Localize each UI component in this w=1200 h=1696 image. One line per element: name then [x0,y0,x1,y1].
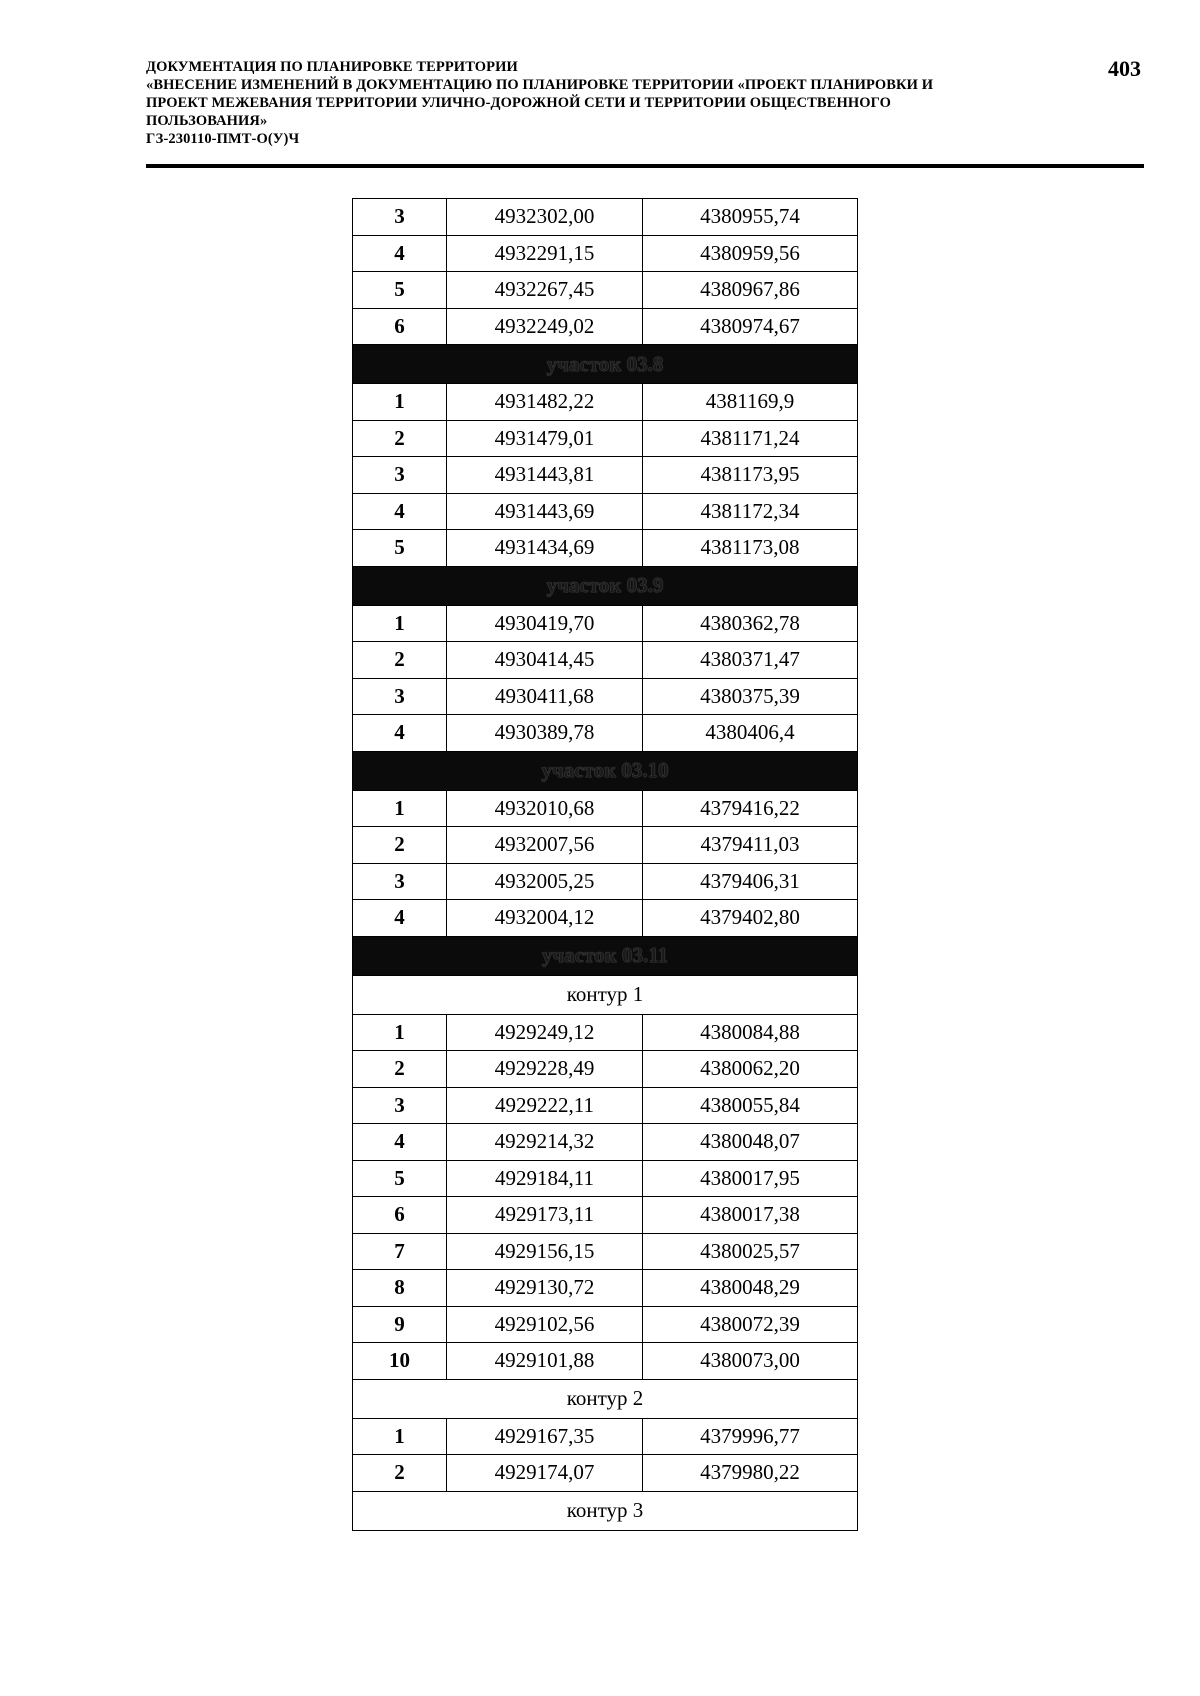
table-row [353,790,858,827]
coordinate-y-cell: 4380959,56 [643,235,858,272]
coordinate-y-cell: 4379996,77 [643,1418,858,1455]
coordinate-x-cell: 4930389,78 [447,715,643,752]
point-number-cell: 2 [353,1455,447,1492]
table-row [353,827,858,864]
coordinate-y-cell: 4380048,07 [643,1124,858,1161]
coordinate-y-cell: 4381172,34 [643,493,858,530]
point-number-cell: 2 [353,1051,447,1088]
page-number: 403 [1108,56,1141,81]
section-label: участок 03.11 [353,936,858,975]
coordinate-x-cell: 4932004,12 [447,900,643,937]
coordinate-x-cell: 4929228,49 [447,1051,643,1088]
section-header-row [353,936,858,975]
table-row [353,900,858,937]
table-row [353,420,858,457]
document-header [146,58,1026,148]
coordinate-y-cell: 4380974,67 [643,308,858,345]
table-row [353,1270,858,1307]
section-header-row [353,566,858,605]
contour-label: контур 2 [353,1379,858,1418]
coordinate-y-cell: 4380375,39 [643,678,858,715]
table-row [353,1455,858,1492]
table-row [353,1418,858,1455]
point-number-cell: 4 [353,900,447,937]
coordinate-x-cell: 4929173,11 [447,1197,643,1234]
table-row [353,1306,858,1343]
coordinate-y-cell: 4381171,24 [643,420,858,457]
table-row [353,1014,858,1051]
coordinate-x-cell: 4930411,68 [447,678,643,715]
table-row [353,199,858,236]
point-number-cell: 1 [353,1014,447,1051]
coordinate-x-cell: 4929214,32 [447,1124,643,1161]
coordinate-y-cell: 4380073,00 [643,1343,858,1380]
coordinate-y-cell: 4379416,22 [643,790,858,827]
coordinate-x-cell: 4929130,72 [447,1270,643,1307]
document-code: ГЗ-230110-ПМТ-О(У)Ч [146,131,300,147]
header-line: ПРОЕКТ МЕЖЕВАНИЯ ТЕРРИТОРИИ УЛИЧНО-ДОРОЖНОЙ СЕТИ И ТЕРРИТОРИИ ОБЩЕСТВЕННОГО [146,95,891,111]
table-row [353,605,858,642]
table-row [353,1343,858,1380]
table-row [353,308,858,345]
point-number-cell: 2 [353,642,447,679]
coordinate-x-cell: 4929167,35 [447,1418,643,1455]
coordinate-x-cell: 4929174,07 [447,1455,643,1492]
coordinate-x-cell: 4929102,56 [447,1306,643,1343]
coordinate-x-cell: 4931479,01 [447,420,643,457]
header-line: ПОЛЬЗОВАНИЯ» [146,113,268,129]
point-number-cell: 4 [353,235,447,272]
point-number-cell: 3 [353,863,447,900]
point-number-cell: 4 [353,493,447,530]
coordinate-x-cell: 4929249,12 [447,1014,643,1051]
coordinate-x-cell: 4929156,15 [447,1233,643,1270]
point-number-cell: 2 [353,827,447,864]
coordinate-y-cell: 4380017,95 [643,1160,858,1197]
point-number-cell: 3 [353,678,447,715]
coordinate-x-cell: 4932007,56 [447,827,643,864]
coordinate-x-cell: 4932005,25 [447,863,643,900]
table-row [353,642,858,679]
table-row [353,457,858,494]
contour-label: контур 1 [353,975,858,1014]
point-number-cell: 10 [353,1343,447,1380]
table-row [353,272,858,309]
coordinate-y-cell: 4380362,78 [643,605,858,642]
coordinate-y-cell: 4380406,4 [643,715,858,752]
coordinate-x-cell: 4932249,02 [447,308,643,345]
coordinate-y-cell: 4380371,47 [643,642,858,679]
table-row [353,1087,858,1124]
coordinate-x-cell: 4929184,11 [447,1160,643,1197]
contour-label: контур 3 [353,1491,858,1530]
coordinate-y-cell: 4380055,84 [643,1087,858,1124]
coordinate-y-cell: 4380062,20 [643,1051,858,1088]
coordinate-x-cell: 4929222,11 [447,1087,643,1124]
coordinate-x-cell: 4931443,81 [447,457,643,494]
coordinate-x-cell: 4932267,45 [447,272,643,309]
coordinate-x-cell: 4931434,69 [447,530,643,567]
coordinate-y-cell: 4380072,39 [643,1306,858,1343]
point-number-cell: 3 [353,1087,447,1124]
coordinate-y-cell: 4379402,80 [643,900,858,937]
table-row [353,678,858,715]
coordinate-x-cell: 4932302,00 [447,199,643,236]
table-row [353,1233,858,1270]
coordinate-y-cell: 4381173,95 [643,457,858,494]
table-row [353,384,858,421]
coordinates-table [352,198,858,1531]
point-number-cell: 8 [353,1270,447,1307]
header-line: ДОКУМЕНТАЦИЯ ПО ПЛАНИРОВКЕ ТЕРРИТОРИИ [146,59,518,75]
table-row [353,493,858,530]
point-number-cell: 4 [353,1124,447,1161]
point-number-cell: 5 [353,530,447,567]
coordinate-x-cell: 4931443,69 [447,493,643,530]
coordinate-y-cell: 4381169,9 [643,384,858,421]
section-label: участок 03.9 [353,566,858,605]
section-label: участок 03.8 [353,345,858,384]
coordinate-y-cell: 4380955,74 [643,199,858,236]
section-header-row [353,345,858,384]
point-number-cell: 6 [353,308,447,345]
header-line: «ВНЕСЕНИЕ ИЗМЕНЕНИЙ В ДОКУМЕНТАЦИЮ ПО ПЛАНИРОВКЕ ТЕРРИТОРИИ «ПРОЕКТ ПЛАНИРОВКИ И [146,77,934,93]
table-row [353,1051,858,1088]
point-number-cell: 5 [353,1160,447,1197]
contour-header-row [353,1379,858,1418]
table-row [353,715,858,752]
coordinate-y-cell: 4380017,38 [643,1197,858,1234]
coordinates-table-body [353,199,858,1531]
table-row [353,1197,858,1234]
coordinate-x-cell: 4929101,88 [447,1343,643,1380]
point-number-cell: 3 [353,457,447,494]
point-number-cell: 1 [353,1418,447,1455]
header-divider [146,164,1144,168]
point-number-cell: 6 [353,1197,447,1234]
point-number-cell: 5 [353,272,447,309]
table-row [353,863,858,900]
coordinate-y-cell: 4379980,22 [643,1455,858,1492]
section-label: участок 03.10 [353,751,858,790]
table-row [353,530,858,567]
point-number-cell: 1 [353,790,447,827]
coordinate-y-cell: 4380084,88 [643,1014,858,1051]
coordinate-x-cell: 4932291,15 [447,235,643,272]
table-row [353,235,858,272]
point-number-cell: 9 [353,1306,447,1343]
table-row [353,1124,858,1161]
point-number-cell: 4 [353,715,447,752]
point-number-cell: 3 [353,199,447,236]
point-number-cell: 1 [353,384,447,421]
coordinate-y-cell: 4379411,03 [643,827,858,864]
point-number-cell: 1 [353,605,447,642]
coordinate-y-cell: 4380025,57 [643,1233,858,1270]
coordinate-y-cell: 4380967,86 [643,272,858,309]
coordinate-x-cell: 4931482,22 [447,384,643,421]
point-number-cell: 7 [353,1233,447,1270]
coordinate-y-cell: 4379406,31 [643,863,858,900]
contour-header-row [353,1491,858,1530]
table-row [353,1160,858,1197]
contour-header-row [353,975,858,1014]
coordinate-x-cell: 4930419,70 [447,605,643,642]
coordinate-y-cell: 4381173,08 [643,530,858,567]
coordinate-x-cell: 4930414,45 [447,642,643,679]
point-number-cell: 2 [353,420,447,457]
coordinate-y-cell: 4380048,29 [643,1270,858,1307]
coordinate-x-cell: 4932010,68 [447,790,643,827]
section-header-row [353,751,858,790]
